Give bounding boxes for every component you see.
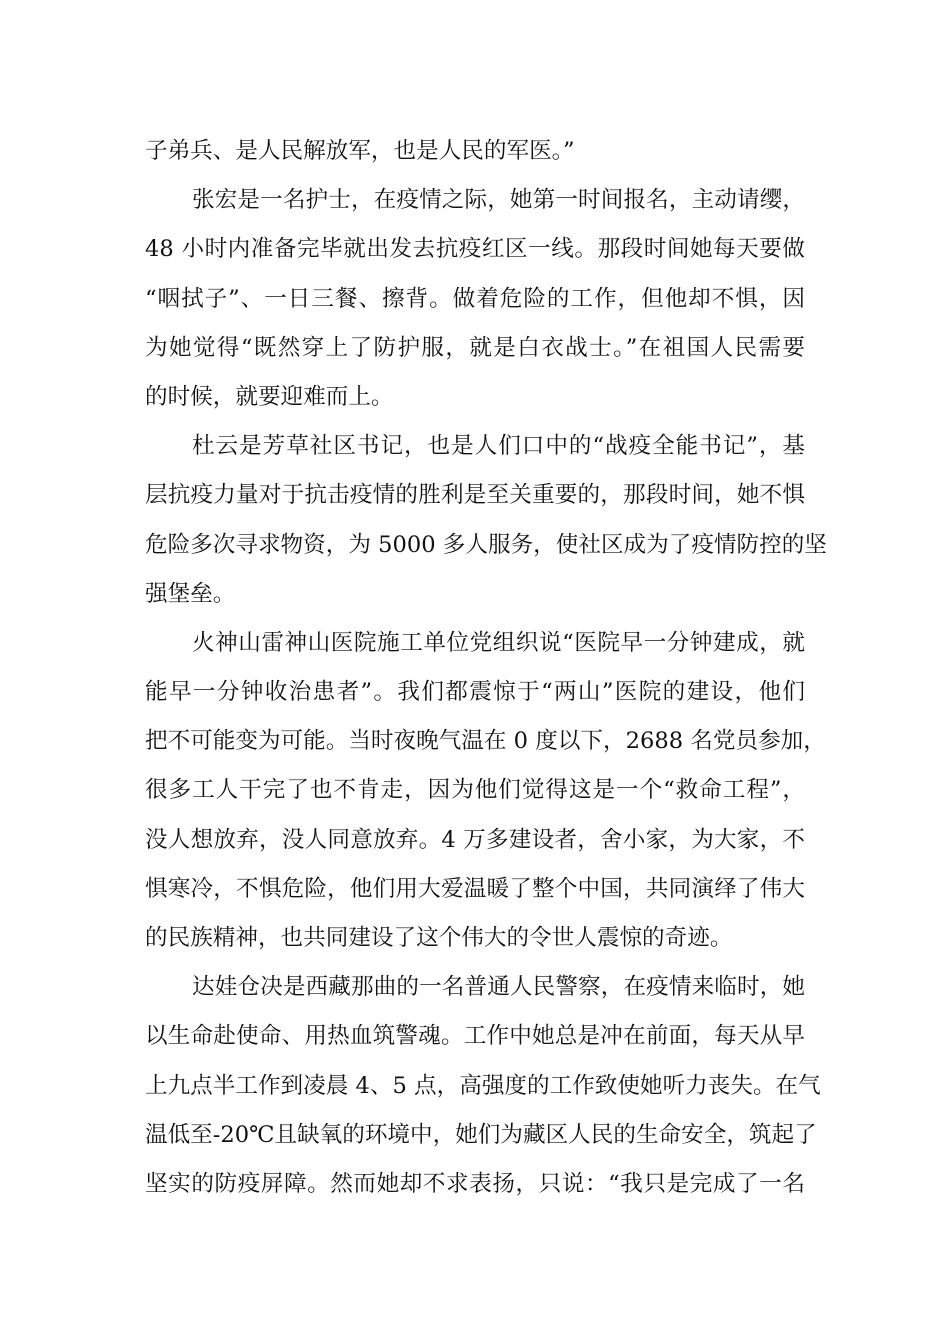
text-line: 没人想放弃，没人同意放弃。4 万多建设者，舍小家，为大家，不: [145, 826, 805, 853]
text-line: “咽拭子”、一日三餐、擦背。做着危险的工作，但他却不惧，因: [145, 285, 805, 312]
text-line: 48 小时内准备完毕就出发去抗疫红区一线。那段时间她每天要做: [145, 236, 805, 263]
text-line: 子弟兵、是人民解放军，也是人民的军医。”: [145, 138, 575, 164]
text-line: 能早一分钟收治患者”。我们都震惊于“两山”医院的建设，他们: [145, 679, 805, 706]
text-line: 为她觉得“既然穿上了防护服，就是白衣战士。”在祖国人民需要: [145, 334, 805, 361]
paragraph-first-line: 杜云是芳草社区书记，也是人们口中的“战疫全能书记”，基: [192, 433, 805, 460]
text-line: 的民族精神，也共同建设了这个伟大的令世人震惊的奇迹。: [145, 925, 733, 951]
body-text: [145, 127, 827, 1209]
text-line: 温低至-20℃且缺氧的环境中，她们为藏区人民的生命安全，筑起了: [145, 1121, 817, 1148]
text-line: 危险多次寻求物资，为 5000 多人服务，使社区成为了疫情防控的坚: [145, 531, 827, 558]
text-line: 强堡垒。: [145, 580, 236, 607]
paragraph-first-line: 达娃仓决是西藏那曲的一名普通人民警察，在疫情来临时，她: [192, 974, 805, 1001]
text-line: 惧寒冷，不惧危险，他们用大爱温暖了整个中国，共同演绎了伟大: [145, 875, 805, 902]
text-line: 以生命赴使命、用热血筑警魂。工作中她总是冲在前面，每天从早: [145, 1023, 805, 1050]
text-line: 坚实的防疫屏障。然而她却不求表扬，只说：“我只是完成了一名: [145, 1170, 805, 1197]
paragraph-first-line: 火神山雷神山医院施工单位党组织说“医院早一分钟建成，就: [192, 629, 805, 656]
paragraph-first-line: 张宏是一名护士，在疫情之际，她第一时间报名，主动请缨，: [192, 187, 805, 214]
text-line: 的时候，就要迎难而上。: [145, 383, 394, 410]
text-line: 上九点半工作到凌晨 4、5 点，高强度的工作致使她听力丧失。在气: [145, 1072, 821, 1099]
text-line: 把不可能变为可能。当时夜晚气温在 0 度以下，2688 名党员参加，: [145, 728, 826, 755]
text-line: 层抗疫力量对于抗击疫情的胜利是至关重要的，那段时间，她不惧: [145, 482, 805, 509]
text-line: 很多工人干完了也不肯走，因为他们觉得这是一个“救命工程”，: [145, 777, 805, 804]
